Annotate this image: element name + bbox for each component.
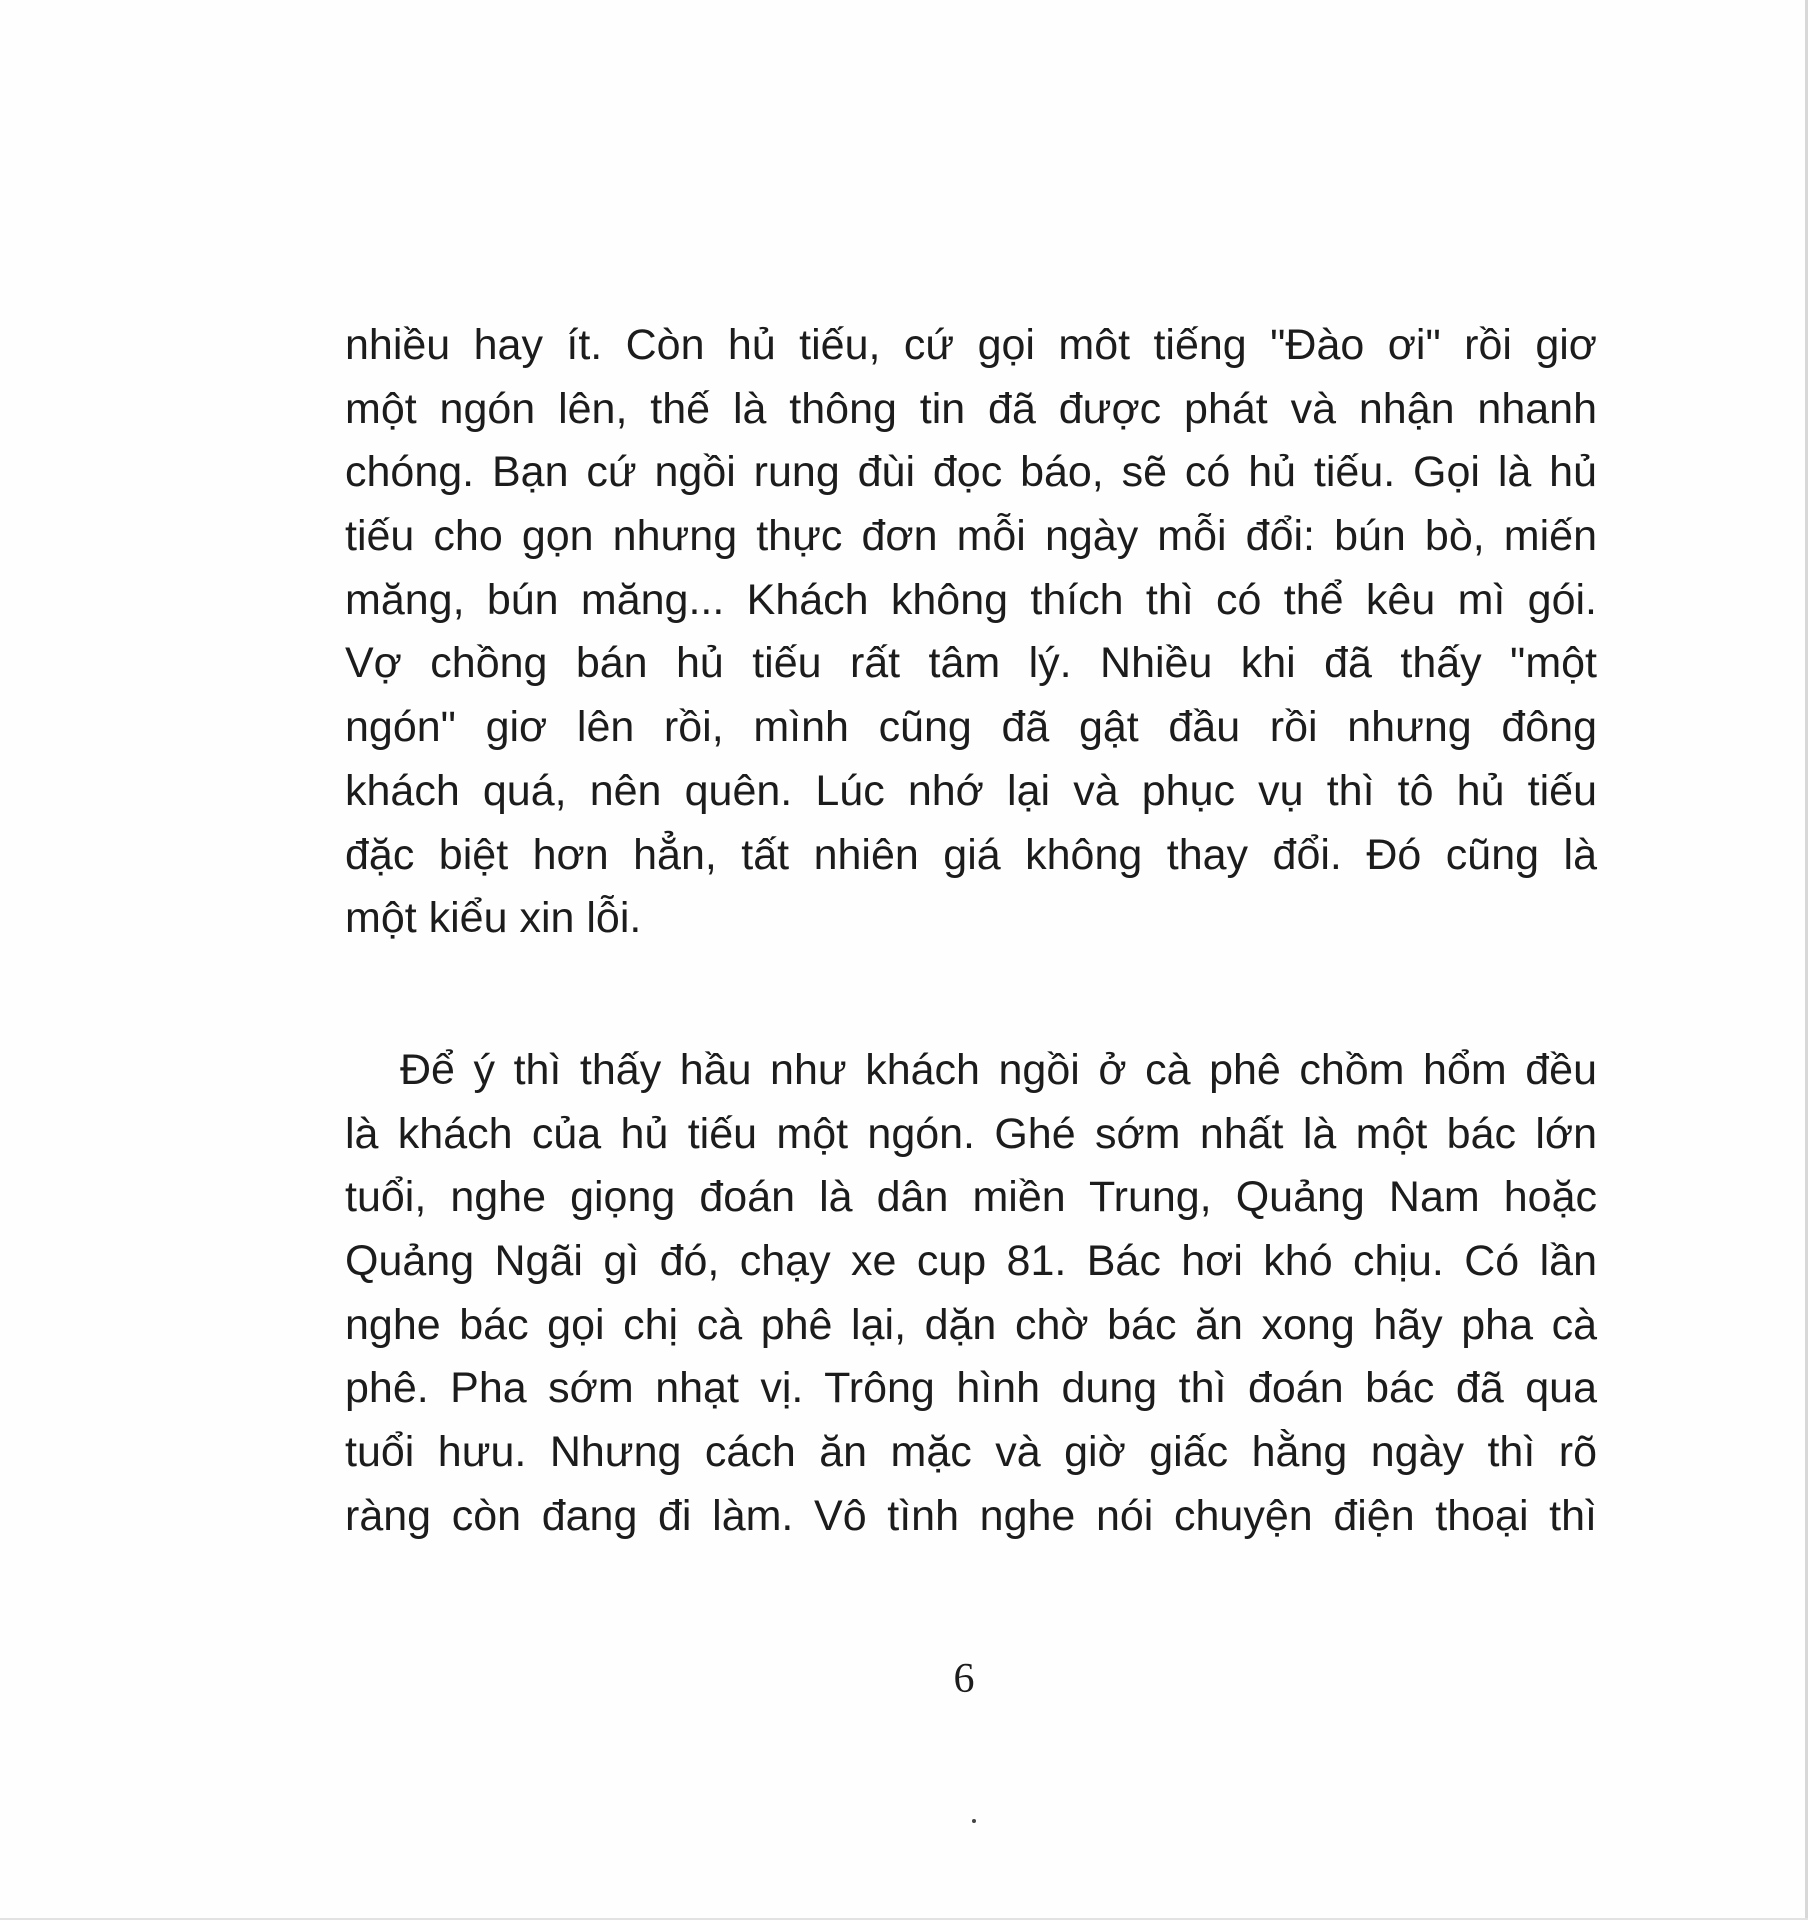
text-line: chóng. Bạn cứ ngồi rung đùi đọc báo, sẽ có hủ tiếu. Gọi là hủ (345, 448, 1597, 497)
text-line: một ngón lên, thế là thông tin đã được phát và nhận nhanh (345, 384, 1597, 433)
text-line: tuổi, nghe giọng đoán là dân miền Trung, Quảng Nam hoặc (345, 1173, 1597, 1222)
text-line: một kiểu xin lỗi. (345, 894, 642, 943)
text-line: đặc biệt hơn hẳn, tất nhiên giá không thay đổi. Đó cũng là (345, 830, 1597, 879)
text-line: phê. Pha sớm nhạt vị. Trông hình dung thì đoán bác đã qua (345, 1364, 1597, 1413)
text-line: tuổi hưu. Nhưng cách ăn mặc và giờ giấc hằng ngày thì rõ (345, 1428, 1597, 1477)
text-line: Để ý thì thấy hầu như khách ngồi ở cà phê chồm hổm đều (400, 1046, 1597, 1094)
text-line: măng, bún măng... Khách không thích thì có thể kêu mì gói. (345, 575, 1597, 624)
text-line: nhiều hay ít. Còn hủ tiếu, cứ gọi môt tiếng "Đào ơi" rồi giơ (345, 321, 1597, 369)
text-line: Quảng Ngãi gì đó, chạy xe cup 81. Bác hơi khó chịu. Có lần (345, 1237, 1597, 1286)
text-line: ngón" giơ lên rồi, mình cũng đã gật đầu rồi nhưng đông (345, 703, 1597, 752)
print-speck (972, 1819, 976, 1823)
text-line: nghe bác gọi chị cà phê lại, dặn chờ bác ăn xong hãy pha cà (345, 1300, 1597, 1349)
text-line: là khách của hủ tiếu một ngón. Ghé sớm nhất là một bác lớn (345, 1109, 1597, 1158)
body-paragraph-2 (345, 1039, 1597, 1549)
text-line: khách quá, nên quên. Lúc nhớ lại và phục vụ thì tô hủ tiếu (345, 766, 1597, 815)
body-paragraph-1 (345, 314, 1597, 951)
page-number: 6 (953, 1656, 975, 1702)
text-line: tiếu cho gọn nhưng thực đơn mỗi ngày mỗi đổi: bún bò, miến (345, 512, 1597, 561)
text-line: Vợ chồng bán hủ tiếu rất tâm lý. Nhiều khi đã thấy "một (345, 639, 1597, 688)
text-line: ràng còn đang đi làm. Vô tình nghe nói chuyện điện thoại thì (345, 1491, 1597, 1540)
